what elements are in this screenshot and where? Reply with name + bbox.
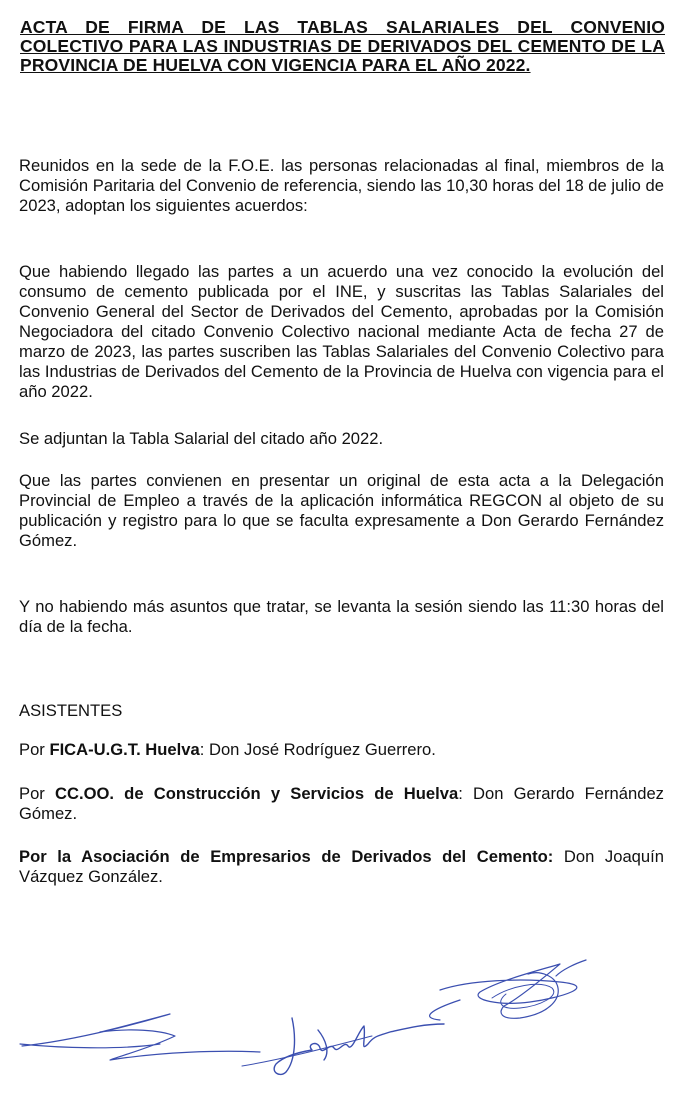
submission-paragraph: Que las partes convienen en presentar un original de esta acta a la Delegación Provincial de Empleo a través de la aplicación informática REGCON al objeto de su publicación y registro para lo que se faculta expresamente a Don Gerardo Fernández Gómez. [19,471,664,550]
intro-paragraph: Reunidos en la sede de la F.O.E. las personas relacionadas al final, miembros de la Comisión Paritaria del Convenio de referencia, siendo las 10,30 horas del 18 de julio de 2023, adoptan los siguientes acuerdos: [19,156,664,215]
attendee-ugt [19,740,664,760]
signature-right-loop [492,984,554,1008]
document-title: ACTA DE FIRMA DE LAS TABLAS SALARIALES DEL CONVENIO COLECTIVO PARA LAS INDUSTRIAS DE DERIVADOS DEL CEMENTO DE LA PROVINCIA DE HUELVA CON VIGENCIA PARA EL AÑO 2022. [20,17,665,75]
signature-middle [274,1018,444,1074]
attendee-org: CC.OO. de Construcción y Servicios de Huelva [55,784,459,803]
attendees-heading: ASISTENTES [19,701,123,720]
attendee-prefix: Por [19,740,50,759]
attendee-org: FICA-U.G.T. Huelva [49,740,200,759]
closing-paragraph: Y no habiendo más asuntos que tratar, se levanta la sesión siendo las 11:30 horas del día de la fecha. [19,597,664,636]
signature-left [20,1014,260,1060]
attendee-separator: : [199,740,209,759]
agreement-paragraph: Que habiendo llegado las partes a un acuerdo una vez conocido la evolución del consumo de cemento publicada por el INE, y suscritas las Tablas Salariales del Convenio General del Sector de Derivados del Cemento, aprobadas por la Comisión Negociadora del citado Convenio Colectivo nacional mediante Acta de fecha 27 de marzo de 2023, las partes suscriben las Tablas Salariales del Convenio Colectivo para las Industrias de Derivados del Cemento de la Provincia de Huelva con vigencia para el año 2022. [19,262,664,401]
signatures-area [0,940,699,1099]
attendee-person: Don Joaquín Vázquez González. [19,847,664,886]
attendee-separator [553,847,564,866]
attachment-paragraph: Se adjuntan la Tabla Salarial del citado año 2022. [19,429,384,448]
attendee-employers [19,847,664,887]
attendee-separator: : [458,784,473,803]
attendee-person: Don Gerardo Fernández Gómez. [19,784,664,823]
attendee-org: Por la Asociación de Empresarios de Derivados del Cemento: [19,847,554,866]
attendee-person: Don José Rodríguez Guerrero. [208,740,436,759]
attendee-ccoo [19,784,664,824]
attendee-prefix: Por [19,784,55,803]
